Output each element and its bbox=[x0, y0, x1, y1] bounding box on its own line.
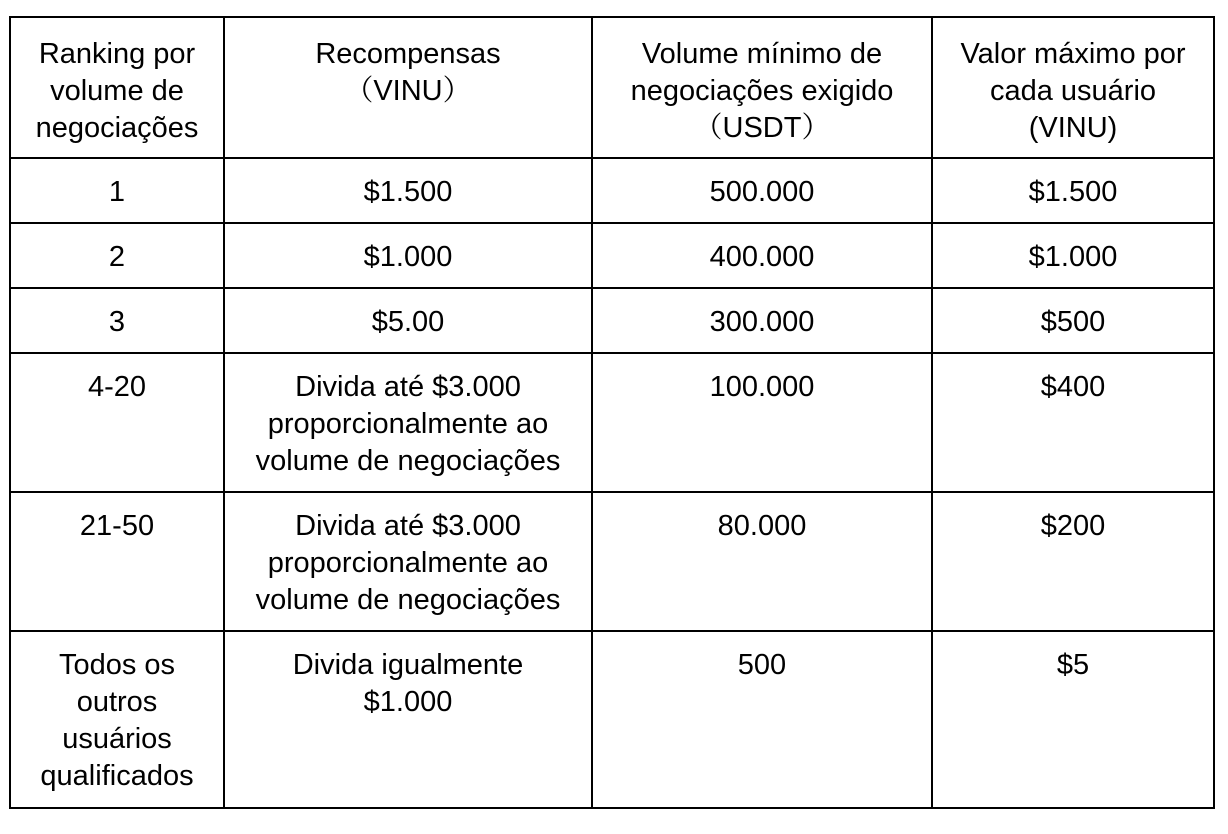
cell-max-value: $1.500 bbox=[932, 158, 1214, 223]
cell-min-volume: 500 bbox=[592, 631, 932, 808]
cell-rewards: $1.500 bbox=[224, 158, 592, 223]
table-header bbox=[10, 17, 1214, 158]
cell-rewards: $1.000 bbox=[224, 223, 592, 288]
table-body bbox=[10, 158, 1214, 808]
cell-rewards: Divida até $3.000 proporcionalmente ao volume de negociações bbox=[224, 492, 592, 631]
cell-rewards: $5.00 bbox=[224, 288, 592, 353]
header-ranking: Ranking por volume de negociações bbox=[10, 17, 224, 158]
cell-rewards: Divida igualmente $1.000 bbox=[224, 631, 592, 808]
cell-ranking: 4-20 bbox=[10, 353, 224, 492]
table-row bbox=[10, 288, 1214, 353]
table-row bbox=[10, 158, 1214, 223]
cell-max-value: $5 bbox=[932, 631, 1214, 808]
cell-min-volume: 100.000 bbox=[592, 353, 932, 492]
rewards-table bbox=[9, 16, 1215, 809]
header-max-value: Valor máximo por cada usuário (VINU) bbox=[932, 17, 1214, 158]
table-row bbox=[10, 631, 1214, 808]
cell-ranking: 2 bbox=[10, 223, 224, 288]
header-row bbox=[10, 17, 1214, 158]
cell-min-volume: 300.000 bbox=[592, 288, 932, 353]
table-row bbox=[10, 223, 1214, 288]
table-row bbox=[10, 353, 1214, 492]
cell-ranking: 1 bbox=[10, 158, 224, 223]
cell-rewards: Divida até $3.000 proporcionalmente ao volume de negociações bbox=[224, 353, 592, 492]
table-row bbox=[10, 492, 1214, 631]
cell-min-volume: 500.000 bbox=[592, 158, 932, 223]
cell-ranking: 3 bbox=[10, 288, 224, 353]
cell-ranking: Todos os outros usuários qualificados bbox=[10, 631, 224, 808]
header-rewards: Recompensas （VINU） bbox=[224, 17, 592, 158]
cell-min-volume: 400.000 bbox=[592, 223, 932, 288]
cell-max-value: $400 bbox=[932, 353, 1214, 492]
cell-max-value: $500 bbox=[932, 288, 1214, 353]
cell-ranking: 21-50 bbox=[10, 492, 224, 631]
cell-min-volume: 80.000 bbox=[592, 492, 932, 631]
cell-max-value: $200 bbox=[932, 492, 1214, 631]
header-min-volume: Volume mínimo de negociações exigido （USDT） bbox=[592, 17, 932, 158]
cell-max-value: $1.000 bbox=[932, 223, 1214, 288]
